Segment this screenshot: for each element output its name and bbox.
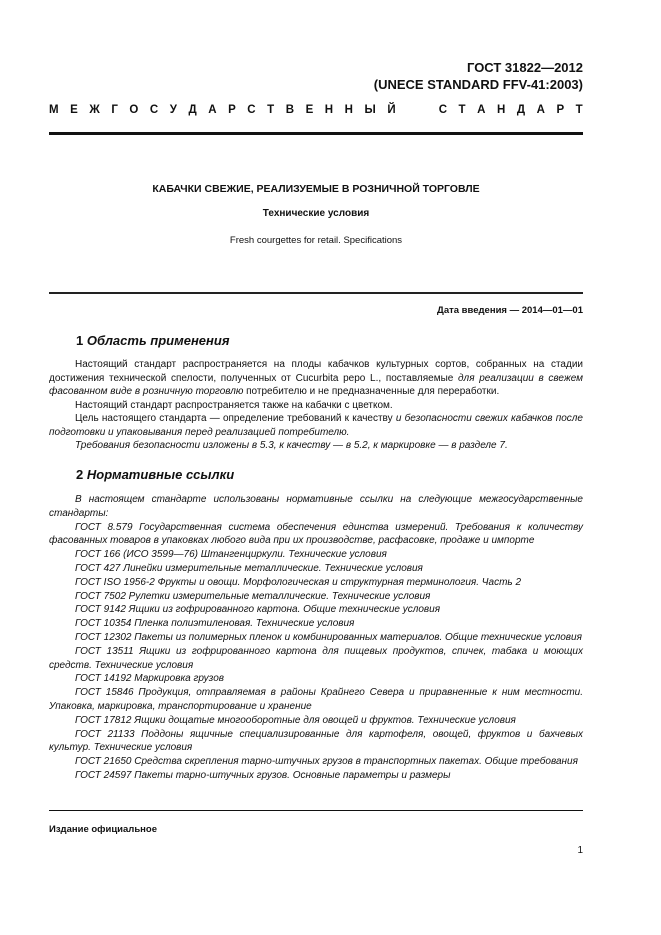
page-number: 1	[577, 845, 583, 856]
banner-letter: В	[285, 104, 295, 116]
banner-letter: С	[438, 104, 447, 116]
section-1-paragraph-1	[49, 358, 583, 399]
banner-letter: Т	[267, 104, 275, 116]
banner-letter: С	[149, 104, 159, 116]
introduction-date: Дата введения — 2014—01—01	[437, 305, 583, 316]
banner-letter: Д	[188, 104, 197, 116]
text-run: потребителю и не предназначенные для переработки.	[243, 386, 500, 397]
banner-letter: Н	[344, 104, 353, 116]
interstate-standard-banner	[49, 102, 583, 118]
section-2-number: 2	[76, 467, 84, 482]
reference-item: ГОСТ 14192 Маркировка грузов	[75, 673, 224, 685]
reference-item: ГОСТ 427 Линейки измерительные металлические. Технические условия	[75, 562, 423, 574]
banner-letter: Р	[228, 104, 236, 116]
text-run: Цель настоящего стандарта — определение требований к качеству	[75, 413, 396, 424]
section-1-heading	[76, 333, 230, 348]
reference-item: ГОСТ 15846 Продукция, отправляемая в районы Крайнего Севера и приравненные к ним местности. Упаковка, маркировка, транспортирование и хранение	[49, 687, 583, 712]
title-rule	[49, 292, 583, 294]
banner-letter: А	[536, 104, 545, 116]
banner-letter: Н	[324, 104, 334, 116]
banner-letter: Р	[556, 104, 565, 116]
banner-letter: Ж	[89, 104, 100, 116]
references-intro: В настоящем стандарте использованы нормативные ссылки на следующие межгосударственные стандарты:	[49, 494, 583, 519]
banner-letter: Н	[496, 104, 506, 116]
section-1-number: 1	[76, 333, 84, 348]
document-title: КАБАЧКИ СВЕЖИЕ, РЕАЛИЗУЕМЫЕ В РОЗНИЧНОЙ ТОРГОВЛЕ	[152, 183, 480, 195]
banner-letter: С	[247, 104, 256, 116]
banner-letter: О	[129, 104, 139, 116]
reference-item: ГОСТ 9142 Ящики из гофрированного картона. Общие технические условия	[75, 604, 441, 616]
banner-letter: А	[477, 104, 486, 116]
reference-item: ГОСТ 21650 Средства скрепления тарно-штучных грузов в транспортных пакетах. Общие требования	[75, 756, 578, 768]
unece-standard: (UNECE STANDARD FFV-41:2003)	[373, 77, 583, 92]
gost-number: ГОСТ 31822—2012	[467, 60, 583, 75]
reference-item: ГОСТ ISO 1956-2 Фрукты и овощи. Морфологическая и структурная терминология. Часть 2	[75, 576, 522, 588]
reference-item: ГОСТ 21133 Поддоны ящичные специализированные для картофеля, овощей, фруктов и бахчевых культур. Технические условия	[49, 728, 583, 754]
banner-letter: М	[49, 104, 59, 116]
reference-item: ГОСТ 166 (ИСО 3599—76) Штангенциркули. Технические условия	[75, 549, 387, 561]
reference-item: ГОСТ 17812 Ящики дощатые многооборотные для овощей и фруктов. Технические условия	[75, 714, 516, 726]
section-1-title: Область применения	[86, 333, 230, 348]
reference-item: ГОСТ 10354 Пленка полиэтиленовая. Технические условия	[75, 618, 355, 630]
banner-letter: Г	[111, 104, 118, 116]
document-subtitle: Технические условия	[262, 208, 370, 219]
header-rule	[49, 132, 583, 135]
footer-rule	[49, 810, 583, 811]
section-1-paragraph-4: Требования безопасности изложены в 5.3, к качеству — в 5.2, к маркировке — в разделе 7.	[75, 440, 508, 451]
banner-letter: Е	[70, 104, 78, 116]
section-1-paragraph-2: Настоящий стандарт распространяется также на кабачки с цветком.	[75, 400, 393, 411]
reference-item: ГОСТ 8.579 Государственная система обеспечения единства измерений. Требования к количеству фасованных товаров в упаковках любого вида при их производстве, расфасовке, продаже и импорте	[49, 521, 583, 547]
normative-references	[49, 493, 583, 783]
banner-letter: Т	[458, 104, 466, 116]
text-run-italic: для реализации в свежем фасованном виде в розничную торговлю	[49, 372, 584, 397]
section-2-heading	[76, 467, 234, 482]
reference-item: ГОСТ 24597 Пакеты тарно-штучных грузов. Основные параметры и размеры	[75, 769, 451, 781]
banner-letter: Е	[305, 104, 314, 116]
banner-letter: Й	[387, 104, 396, 116]
official-edition-label: Издание официальное	[49, 824, 157, 835]
text-run-italic: и безопасности свежих кабачков после подготовки и упаковывания перед реализацией потребителю.	[49, 413, 583, 438]
banner-letter: Т	[575, 104, 583, 116]
text-run: Настоящий стандарт распространяется на плоды кабачков культурных сортов, собранных на стадии достижения технической спелости, полученных от Cucurbita pepo L., поставляемые	[49, 359, 583, 384]
gost-identifier	[374, 59, 583, 93]
banner-letter: А	[208, 104, 217, 116]
reference-item: ГОСТ 13511 Ящики из гофрированного картона для пищевых продуктов, спичек, табака и моющих средств. Технические условия	[49, 645, 583, 671]
banner-letter: Д	[516, 104, 526, 116]
section-1-paragraph-3	[49, 412, 583, 439]
reference-item: ГОСТ 7502 Рулетки измерительные металлические. Технические условия	[75, 590, 431, 602]
section-2-title: Нормативные ссылки	[86, 467, 235, 482]
document-title-english: Fresh courgettes for retail. Specifications	[229, 235, 403, 246]
reference-item: ГОСТ 12302 Пакеты из полимерных пленок и комбинированных материалов. Общие технические условия	[75, 631, 582, 643]
banner-letter: У	[169, 104, 177, 116]
banner-letter: Ы	[364, 104, 376, 116]
